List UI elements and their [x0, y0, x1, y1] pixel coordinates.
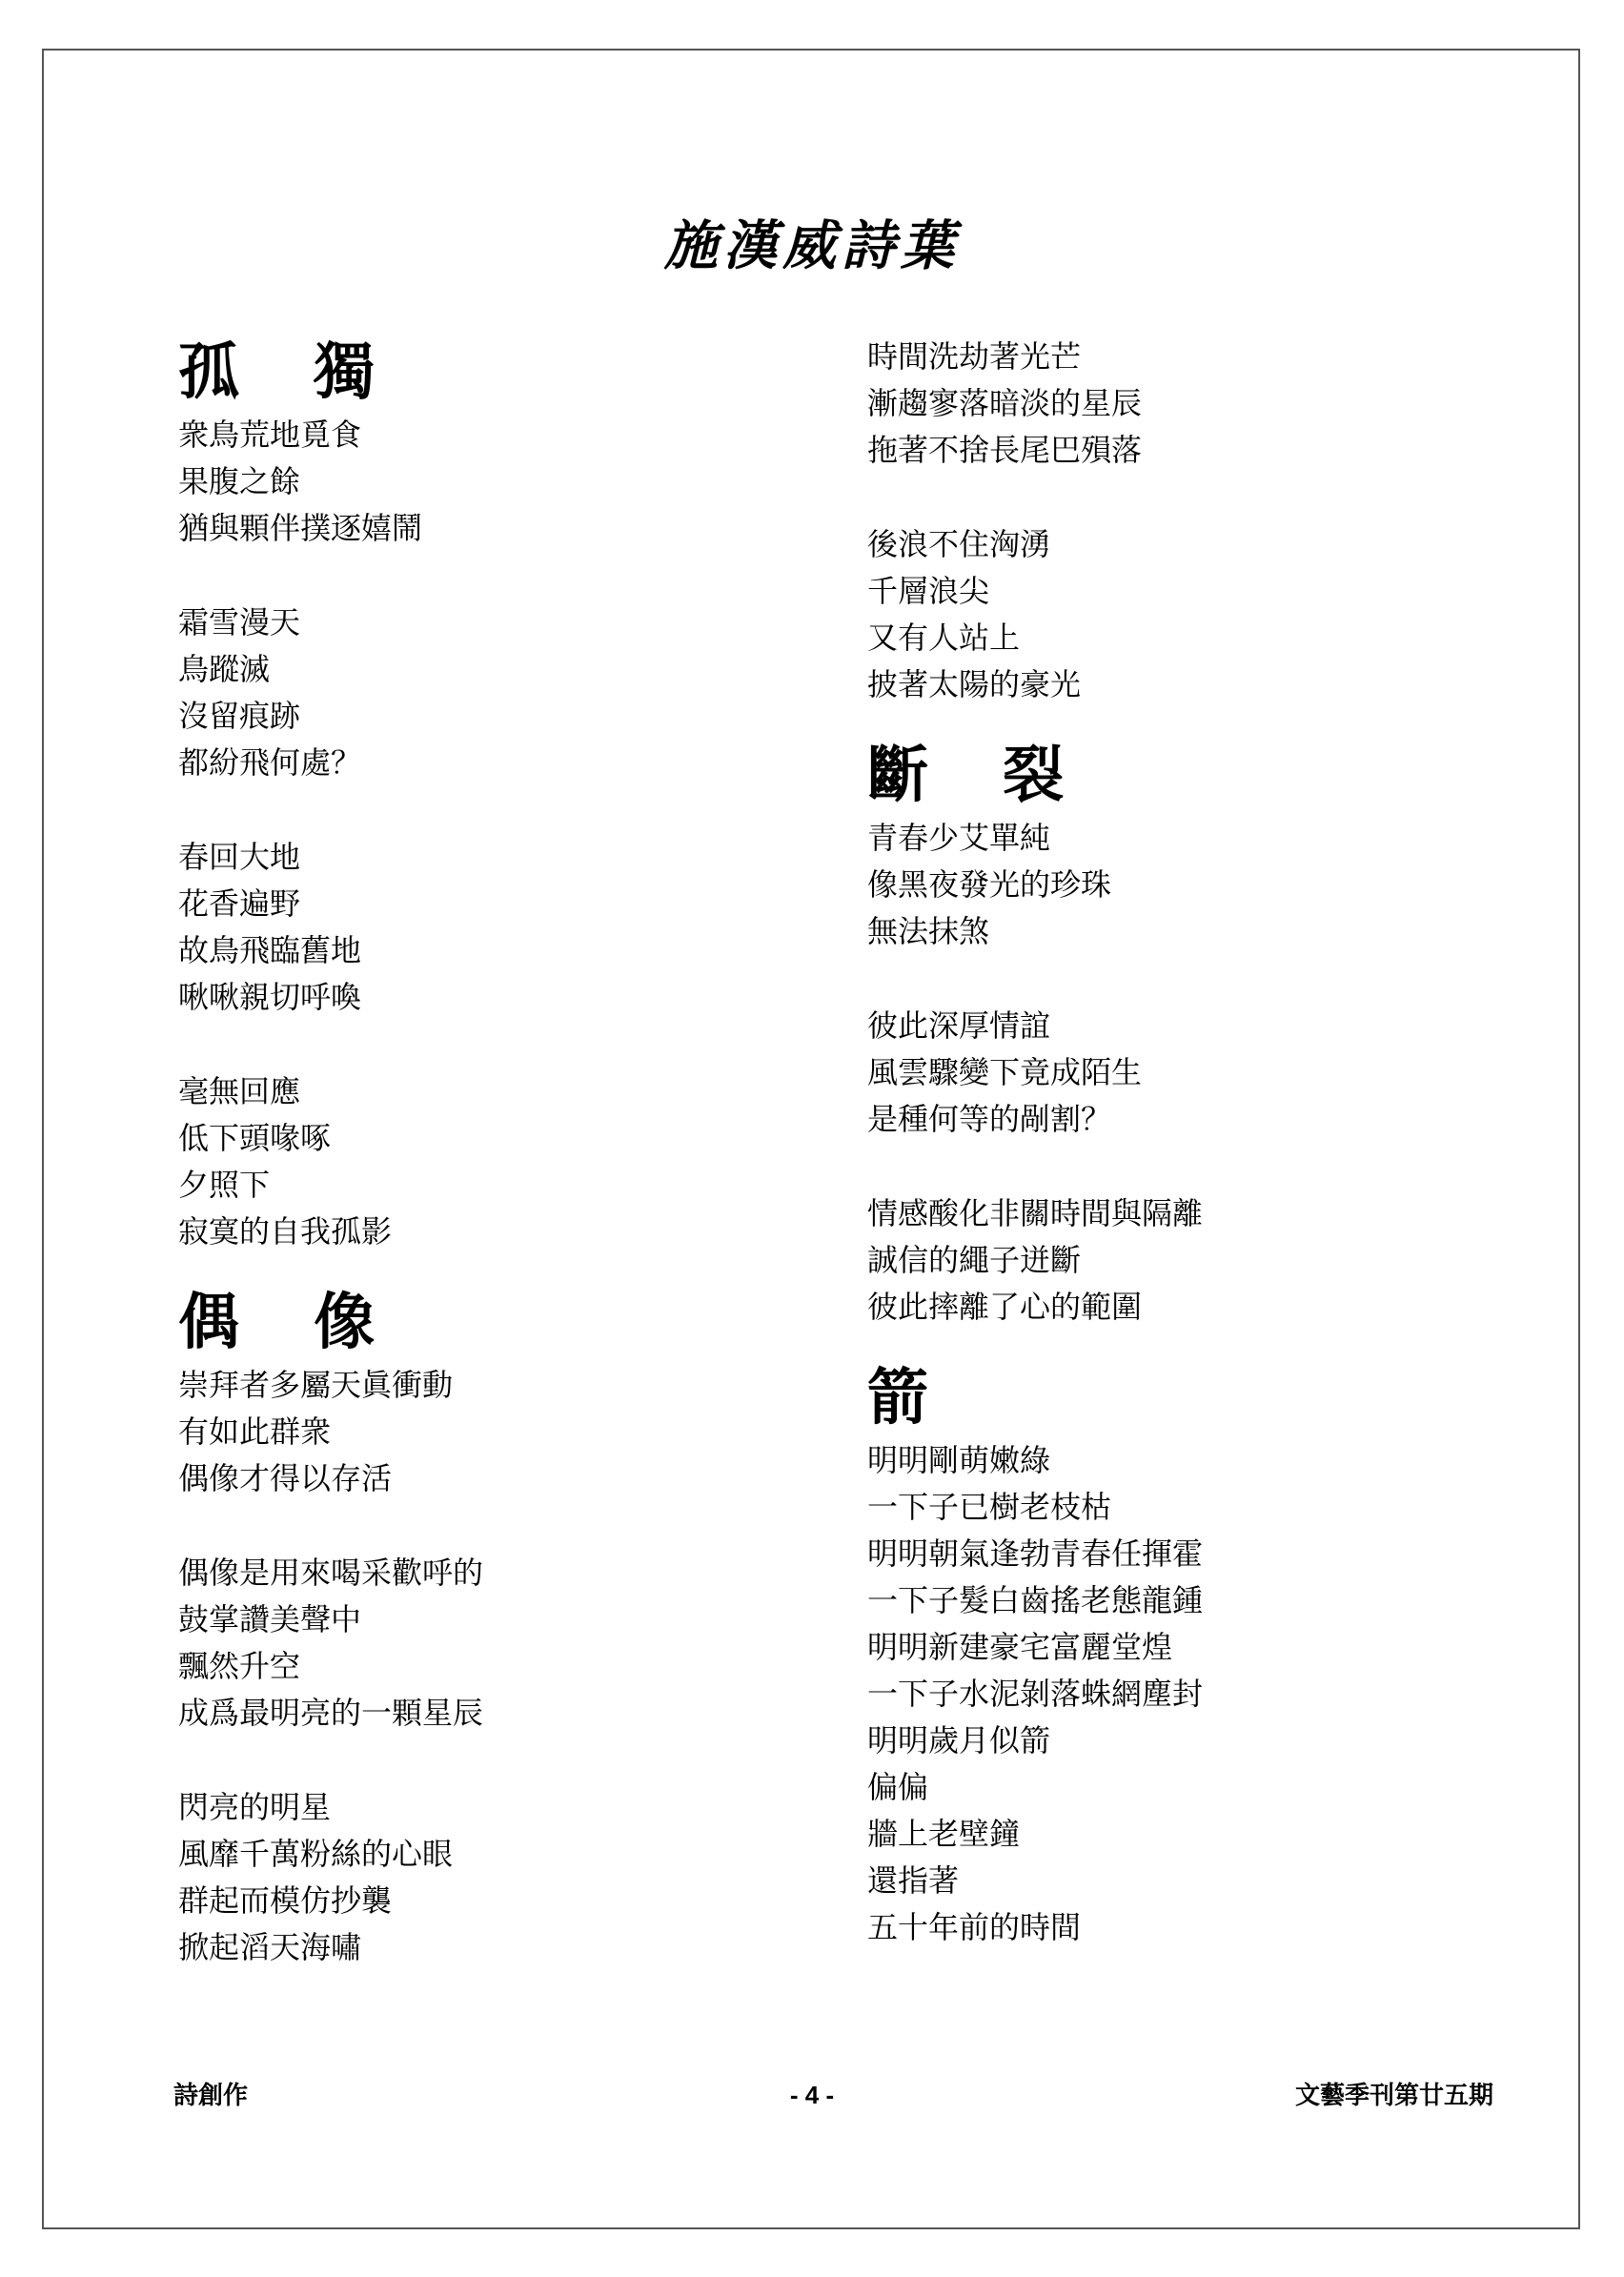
poem-line: 還指著: [867, 1862, 960, 1899]
poem-line: 啾啾親切呼喚: [178, 979, 362, 1015]
poem-line: 拖著不捨長尾巴殞落: [867, 432, 1143, 468]
stanza: [178, 1362, 788, 1502]
poem-line: 千層浪尖: [867, 573, 990, 609]
stanza: [178, 1784, 788, 1971]
poem-line: 有如此群衆: [178, 1413, 332, 1450]
poem-line: 一下子水泥剝落蛛網塵封: [867, 1676, 1204, 1712]
stanza: [867, 815, 1477, 955]
stanza: [178, 600, 788, 786]
poem-line: 牆上老壁鐘: [867, 1816, 1021, 1852]
poem-line: 明明新建豪宅富麗堂煌: [867, 1629, 1173, 1665]
poem-line: 衆鳥荒地覓食: [178, 417, 362, 453]
poem-title-arrow: 箭: [867, 1362, 955, 1433]
right-column: [867, 334, 1477, 1999]
poem-line: 是種何等的剮割？: [867, 1101, 1112, 1137]
poem-line: 彼此深厚情誼: [867, 1007, 1051, 1044]
poem-line: 掀起滔天海嘯: [178, 1929, 362, 1965]
poem-line: 像黑夜發光的珍珠: [867, 866, 1112, 903]
poem-line: 沒留痕跡: [178, 698, 301, 734]
poem-line: 又有人站上: [867, 620, 1021, 656]
poem-line: 群起而模仿抄襲: [178, 1882, 393, 1919]
poem-line: 漸趨寥落暗淡的星辰: [867, 385, 1143, 421]
footer-section-label: 詩創作: [173, 2081, 249, 2109]
poem-line: 彼此摔離了心的範圍: [867, 1289, 1143, 1325]
poem-line: 故鳥飛臨舊地: [178, 932, 362, 968]
page-title: 施漢威詩葉: [664, 214, 960, 277]
poem-line: 果腹之餘: [178, 463, 301, 499]
poem-line: 閃亮的明星: [178, 1789, 332, 1825]
poem-line: 一下子已樹老枝枯: [867, 1489, 1112, 1525]
page-number: - 4 -: [789, 2081, 835, 2109]
poem-title-idol: 偶 像: [178, 1287, 402, 1358]
poem-line: 披著太陽的豪光: [867, 666, 1082, 702]
poem-line: 春回大地: [178, 839, 301, 875]
poem-line: 時間洗劫著光芒: [867, 338, 1082, 375]
poem-line: 偏偏: [867, 1769, 929, 1805]
poem-line: 情感酸化非關時間與隔離: [867, 1195, 1204, 1231]
poem-line: 成爲最明亮的一顆星辰: [178, 1695, 484, 1731]
left-column: [178, 334, 788, 2019]
poem-line: 花香遍野: [178, 885, 301, 922]
stanza: [178, 834, 788, 1021]
stanza: [867, 521, 1477, 708]
stanza: [178, 1550, 788, 1737]
stanza: [178, 1068, 788, 1255]
poem-line: 鼓掌讚美聲中: [178, 1601, 362, 1637]
poem-title-rupture: 斷 裂: [867, 740, 1091, 811]
poem-line: 一下子髮白齒搖老態龍鍾: [867, 1582, 1204, 1618]
poem-line: 偶像才得以存活: [178, 1460, 393, 1496]
poem-line: 誠信的繩子迸斷: [867, 1242, 1082, 1278]
stanza: [867, 1003, 1477, 1143]
poem-line: 低下頭喙啄: [178, 1120, 332, 1156]
poem-line: 飄然升空: [178, 1648, 301, 1684]
poem-line: 都紛飛何處？: [178, 744, 362, 781]
poem-line: 風雲驟變下竟成陌生: [867, 1054, 1143, 1090]
poem-line: 五十年前的時間: [867, 1909, 1082, 1945]
poem-line: 明明歲月似箭: [867, 1722, 1051, 1759]
poem-line: 後浪不住洶湧: [867, 526, 1051, 562]
poem-line: 明明朝氣逢勃青春任揮霍: [867, 1535, 1204, 1572]
poem-line: 偶像是用來喝采歡呼的: [178, 1555, 484, 1591]
poem-line: 無法抹煞: [867, 913, 990, 949]
stanza: [178, 412, 788, 552]
poem-line: 毫無回應: [178, 1073, 301, 1109]
stanza: [867, 1437, 1477, 1951]
stanza: [867, 1190, 1477, 1331]
footer-publication: 文藝季刊第廿五期: [1294, 2081, 1493, 2109]
poem-title-solitude: 孤 獨: [178, 336, 402, 408]
poem-line: 霜雪漫天: [178, 604, 301, 640]
poem-line: 青春少艾單純: [867, 820, 1051, 856]
stanza: [867, 334, 1477, 474]
poem-line: 鳥蹤滅: [178, 651, 271, 687]
poem-line: 寂寞的自我孤影: [178, 1213, 393, 1250]
poem-line: 夕照下: [178, 1167, 271, 1203]
poem-line: 崇拜者多屬天眞衝動: [178, 1367, 454, 1403]
poem-line: 風靡千萬粉絲的心眼: [178, 1836, 454, 1872]
poem-line: 明明剛萌嫩綠: [867, 1442, 1051, 1478]
poem-line: 猶與顆伴撲逐嬉鬧: [178, 510, 423, 546]
